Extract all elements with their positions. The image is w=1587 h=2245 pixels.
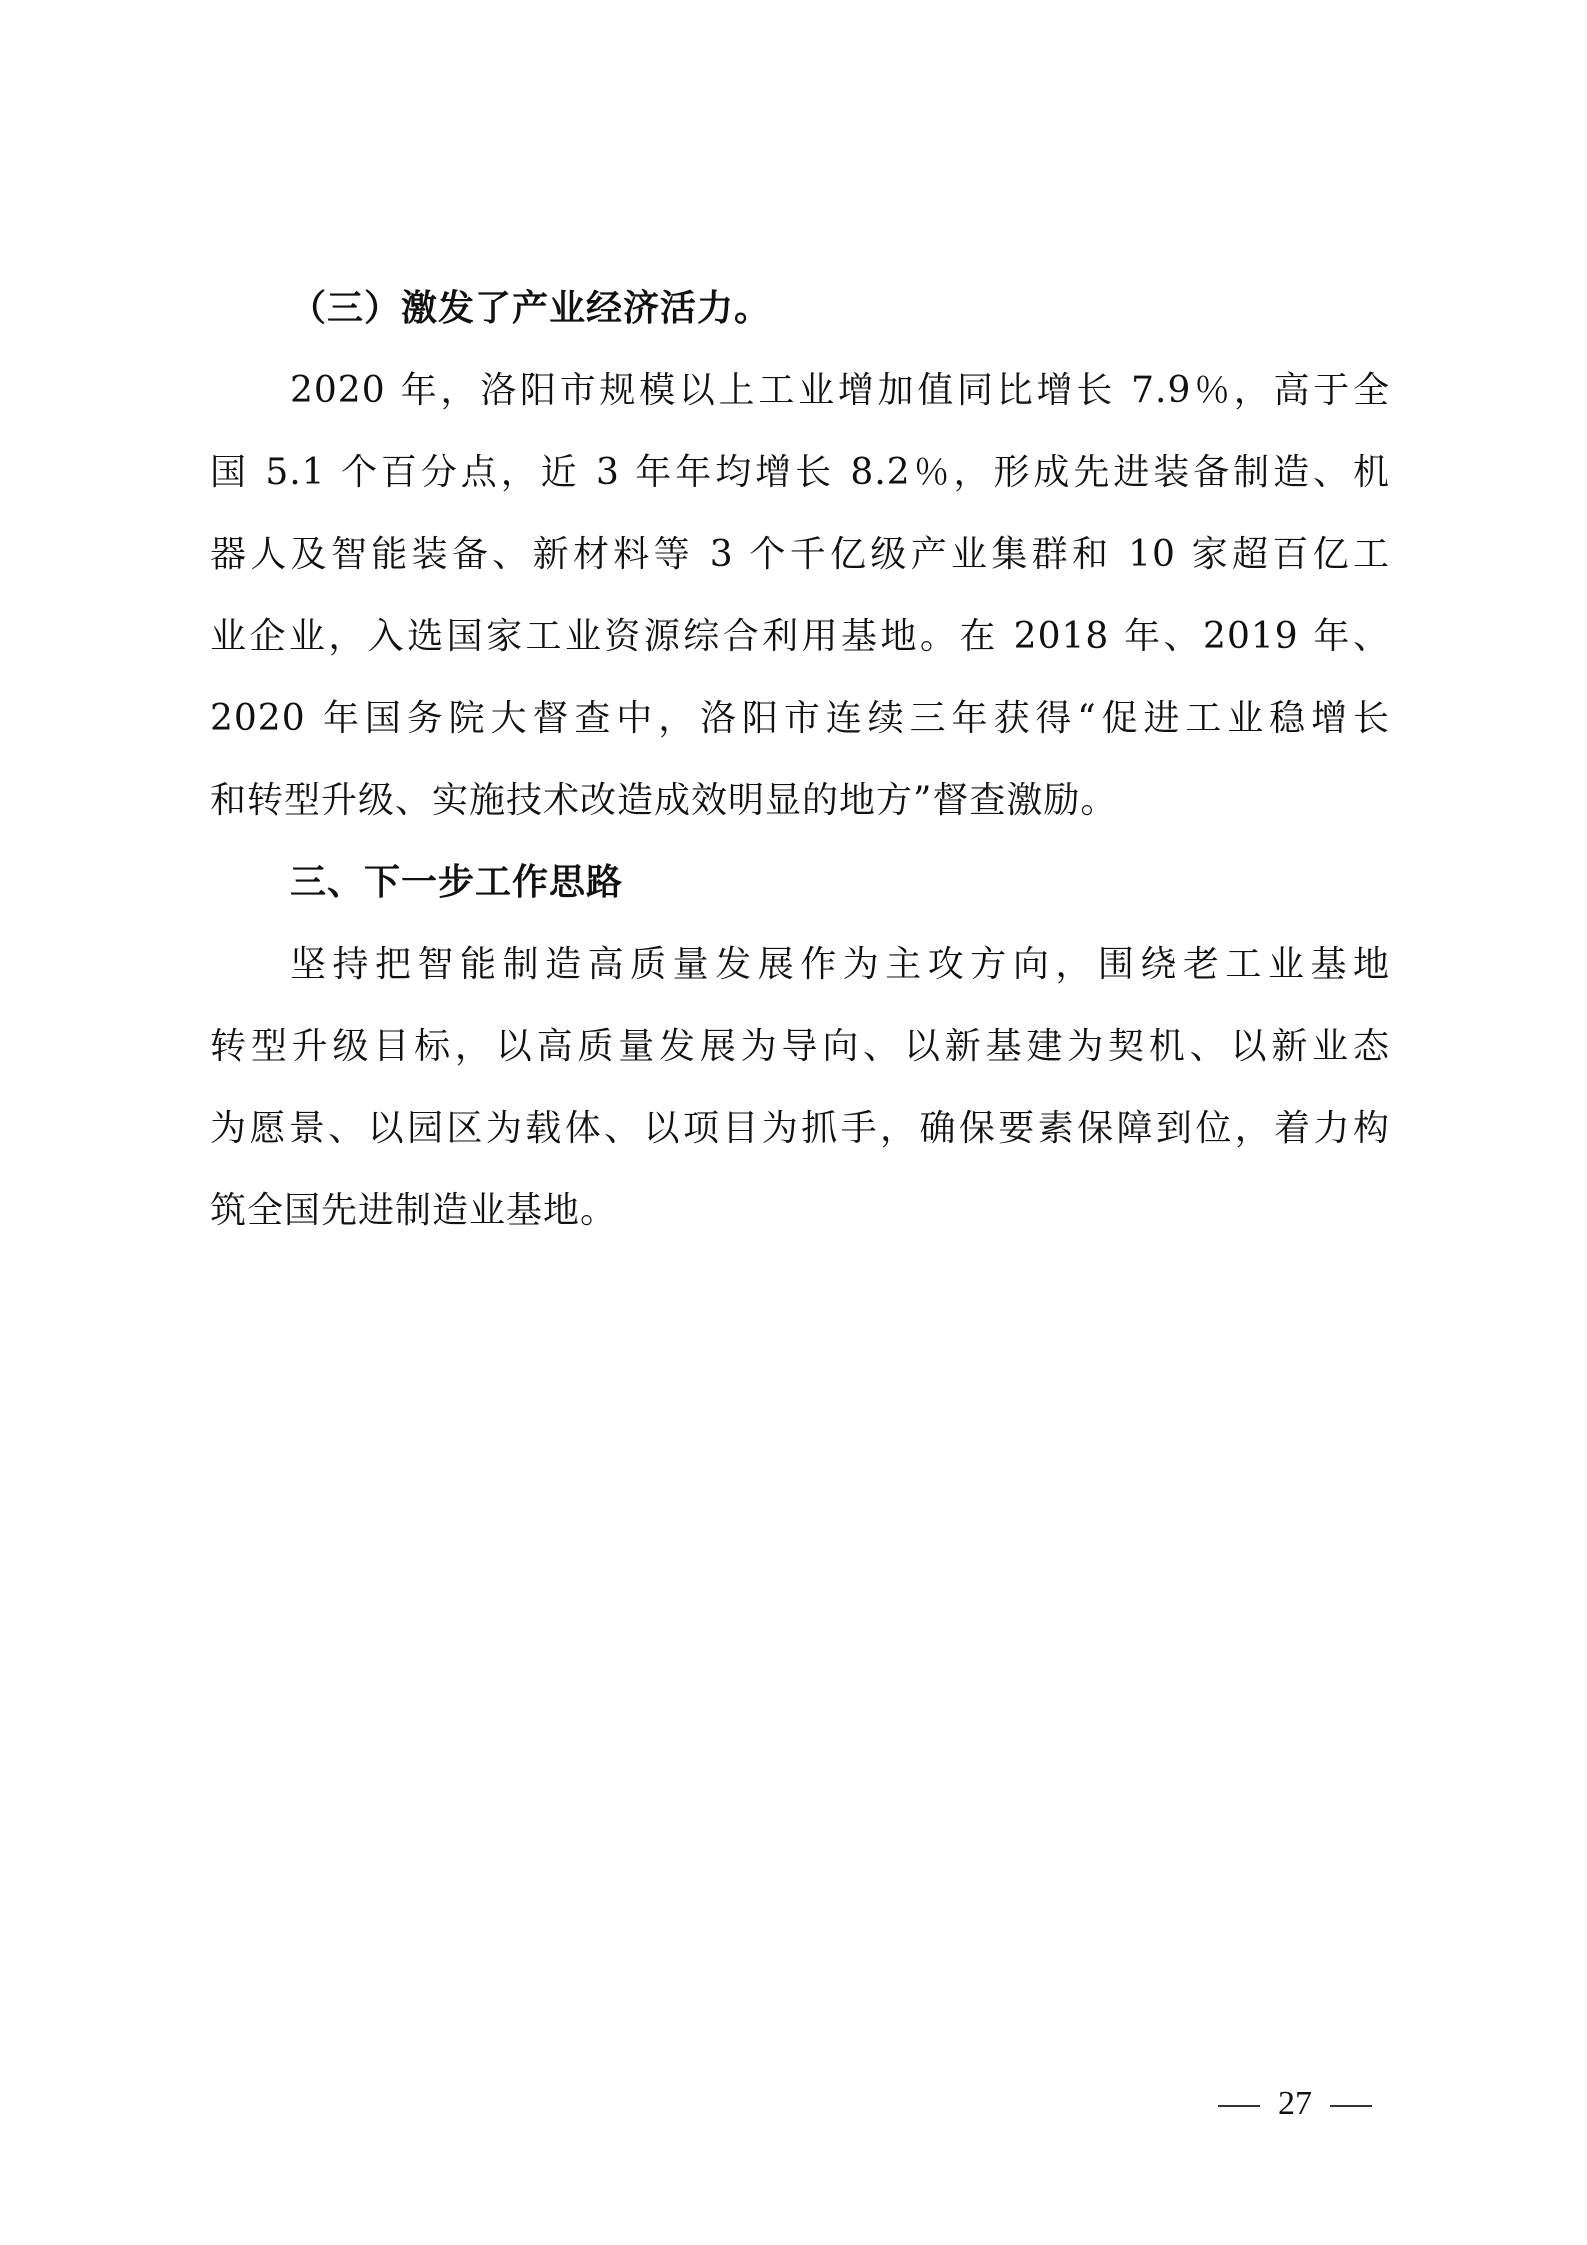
paragraph-line: 为愿景、以园区为载体、以项目为抓手，确保要素保障到位，着力构	[210, 1108, 1390, 1149]
right-dash	[1330, 2105, 1372, 2107]
paragraph-line: 2020 年，洛阳市规模以上工业增加值同比增长 7.9％，高于全	[290, 370, 1390, 411]
body-paragraph	[210, 350, 1390, 842]
page-number	[1195, 2085, 1395, 2123]
section-heading	[210, 268, 1390, 350]
paragraph-line: 2020 年国务院大督查中，洛阳市连续三年获得“促进工业稳增长	[210, 698, 1390, 739]
left-dash	[1218, 2105, 1260, 2107]
heading-line: （三）激发了产业经济活力。	[290, 288, 772, 329]
paragraph-line: 坚持把智能制造高质量发展作为主攻方向，围绕老工业基地	[290, 944, 1390, 985]
paragraph-line: 器人及智能装备、新材料等 3 个千亿级产业集群和 10 家超百亿工	[210, 534, 1390, 575]
paragraph-line: 业企业，入选国家工业资源综合利用基地。在 2018 年、2019 年、	[210, 616, 1390, 657]
page-number-text: 27	[1278, 2085, 1312, 2122]
paragraph-line: 和转型升级、实施技术改造成效明显的地方”督查激励。	[210, 780, 1118, 821]
section-heading	[210, 842, 1390, 924]
paragraph-line: 转型升级目标，以高质量发展为导向、以新基建为契机、以新业态	[210, 1026, 1390, 1067]
body-paragraph	[210, 924, 1390, 1252]
document-body	[210, 268, 1390, 1252]
paragraph-line: 国 5.1 个百分点，近 3 年年均增长 8.2％，形成先进装备制造、机	[210, 452, 1390, 493]
paragraph-line: 筑全国先进制造业基地。	[210, 1190, 618, 1231]
heading-line: 三、下一步工作思路	[290, 862, 624, 903]
